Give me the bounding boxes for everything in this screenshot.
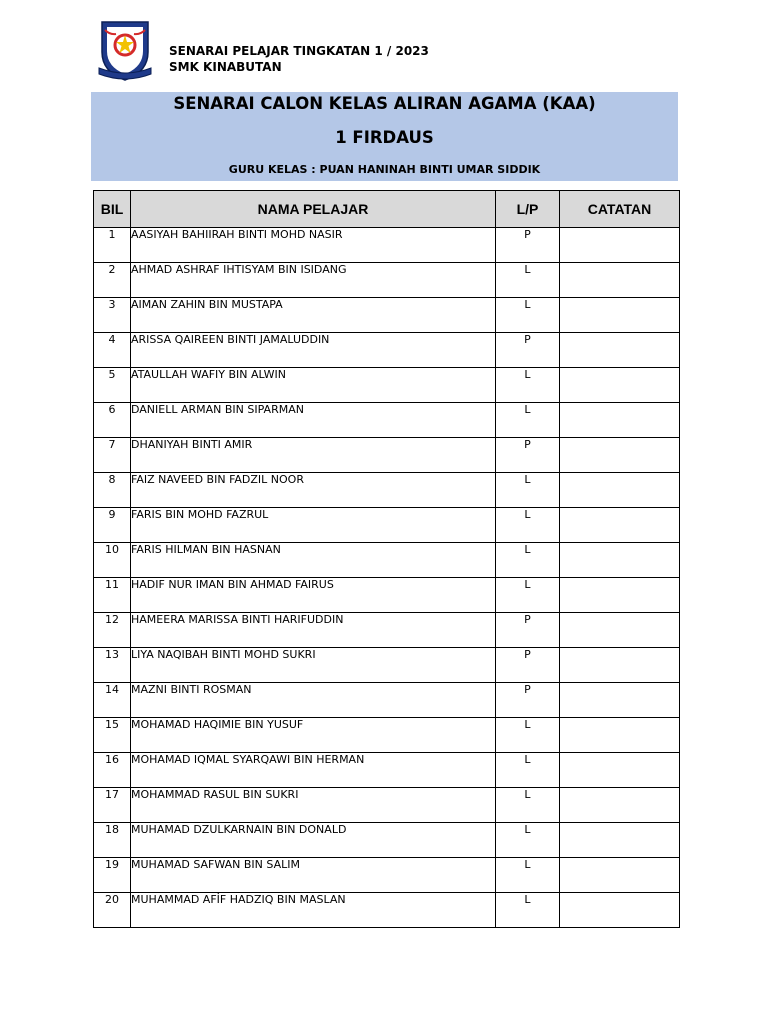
school-header xyxy=(169,43,429,75)
row-number: 14 xyxy=(94,683,131,718)
student-notes xyxy=(560,508,680,543)
student-gender: L xyxy=(496,473,560,508)
table-row xyxy=(94,613,680,648)
student-gender: P xyxy=(496,438,560,473)
school-crest-icon xyxy=(96,18,154,84)
student-notes xyxy=(560,473,680,508)
row-number: 6 xyxy=(94,403,131,438)
student-gender: P xyxy=(496,683,560,718)
student-name: HADIF NUR IMAN BIN AHMAD FAIRUS xyxy=(131,578,496,613)
row-number: 9 xyxy=(94,508,131,543)
table-row xyxy=(94,788,680,823)
title-band xyxy=(91,92,678,181)
student-gender: P xyxy=(496,648,560,683)
student-name: MOHAMAD IQMAL SYARQAWI BIN HERMAN xyxy=(131,753,496,788)
table-row xyxy=(94,473,680,508)
row-number: 16 xyxy=(94,753,131,788)
column-header-lp: L/P xyxy=(496,191,560,228)
table-row xyxy=(94,263,680,298)
student-name: HAMEERA MARISSA BINTI HARIFUDDIN xyxy=(131,613,496,648)
row-number: 19 xyxy=(94,858,131,893)
table-row xyxy=(94,648,680,683)
table-row xyxy=(94,228,680,263)
student-name: AHMAD ASHRAF IHTISYAM BIN ISIDANG xyxy=(131,263,496,298)
student-name: FAIZ NAVEED BIN FADZIL NOOR xyxy=(131,473,496,508)
student-notes xyxy=(560,263,680,298)
row-number: 5 xyxy=(94,368,131,403)
table-row xyxy=(94,578,680,613)
row-number: 17 xyxy=(94,788,131,823)
student-gender: L xyxy=(496,298,560,333)
student-table xyxy=(93,190,680,928)
student-notes xyxy=(560,333,680,368)
row-number: 13 xyxy=(94,648,131,683)
student-name: MOHAMAD HAQIMIE BIN YUSUF xyxy=(131,718,496,753)
student-gender: L xyxy=(496,788,560,823)
column-header-notes: CATATAN xyxy=(560,191,680,228)
student-gender: P xyxy=(496,333,560,368)
row-number: 10 xyxy=(94,543,131,578)
row-number: 3 xyxy=(94,298,131,333)
student-gender: L xyxy=(496,543,560,578)
table-row xyxy=(94,333,680,368)
student-name: MUHAMAD SAFWAN BIN SALIM xyxy=(131,858,496,893)
document-heading: SENARAI PELAJAR TINGKATAN 1 / 2023 xyxy=(169,44,429,58)
student-name: ARISSA QAIREEN BINTI JAMALUDDIN xyxy=(131,333,496,368)
table-row xyxy=(94,543,680,578)
student-notes xyxy=(560,718,680,753)
table-row xyxy=(94,753,680,788)
student-name: FARIS HILMAN BIN HASNAN xyxy=(131,543,496,578)
class-teacher: GURU KELAS : PUAN HANINAH BINTI UMAR SIDDIK xyxy=(228,163,541,176)
student-name: DHANIYAH BINTI AMIR xyxy=(131,438,496,473)
student-gender: L xyxy=(496,403,560,438)
row-number: 18 xyxy=(94,823,131,858)
student-name: MUHAMAD DZULKARNAIN BIN DONALD xyxy=(131,823,496,858)
table-row xyxy=(94,858,680,893)
student-gender: L xyxy=(496,823,560,858)
table-row xyxy=(94,893,680,928)
student-notes xyxy=(560,403,680,438)
student-name: DANIELL ARMAN BIN SIPARMAN xyxy=(131,403,496,438)
student-gender: L xyxy=(496,753,560,788)
row-number: 8 xyxy=(94,473,131,508)
student-notes xyxy=(560,893,680,928)
table-body xyxy=(94,228,680,928)
student-gender: P xyxy=(496,613,560,648)
row-number: 15 xyxy=(94,718,131,753)
table-row xyxy=(94,823,680,858)
row-number: 4 xyxy=(94,333,131,368)
student-name: ATAULLAH WAFIY BIN ALWIN xyxy=(131,368,496,403)
table-row xyxy=(94,438,680,473)
student-notes xyxy=(560,368,680,403)
row-number: 12 xyxy=(94,613,131,648)
row-number: 11 xyxy=(94,578,131,613)
table-row xyxy=(94,718,680,753)
student-notes xyxy=(560,438,680,473)
student-gender: L xyxy=(496,263,560,298)
student-gender: L xyxy=(496,578,560,613)
student-notes xyxy=(560,613,680,648)
student-notes xyxy=(560,788,680,823)
row-number: 7 xyxy=(94,438,131,473)
student-gender: L xyxy=(496,508,560,543)
student-notes xyxy=(560,858,680,893)
table-row xyxy=(94,403,680,438)
school-name: SMK KINABUTAN xyxy=(169,60,282,74)
row-number: 20 xyxy=(94,893,131,928)
student-name: AASIYAH BAHIIRAH BINTI MOHD NASIR xyxy=(131,228,496,263)
student-gender: L xyxy=(496,368,560,403)
column-header-name: NAMA PELAJAR xyxy=(131,191,496,228)
student-notes xyxy=(560,753,680,788)
column-header-bil: BIL xyxy=(94,191,131,228)
student-notes xyxy=(560,298,680,333)
student-gender: L xyxy=(496,858,560,893)
student-name: MUHAMMAD AFİF HADZIQ BIN MASLAN xyxy=(131,893,496,928)
student-notes xyxy=(560,578,680,613)
student-gender: P xyxy=(496,228,560,263)
list-title: SENARAI CALON KELAS ALIRAN AGAMA (KAA) xyxy=(173,94,596,113)
student-name: MAZNI BINTI ROSMAN xyxy=(131,683,496,718)
student-name: AIMAN ZAHIN BIN MUSTAPA xyxy=(131,298,496,333)
student-gender: L xyxy=(496,893,560,928)
student-gender: L xyxy=(496,718,560,753)
table-row xyxy=(94,683,680,718)
table-row xyxy=(94,298,680,333)
table-row xyxy=(94,368,680,403)
row-number: 2 xyxy=(94,263,131,298)
table-row xyxy=(94,508,680,543)
table-header-row xyxy=(94,191,680,228)
student-notes xyxy=(560,823,680,858)
student-name: FARIS BIN MOHD FAZRUL xyxy=(131,508,496,543)
student-notes xyxy=(560,648,680,683)
student-name: LIYA NAQIBAH BINTI MOHD SUKRI xyxy=(131,648,496,683)
student-notes xyxy=(560,543,680,578)
student-notes xyxy=(560,228,680,263)
student-notes xyxy=(560,683,680,718)
student-name: MOHAMMAD RASUL BIN SUKRI xyxy=(131,788,496,823)
class-name: 1 FIRDAUS xyxy=(335,128,434,147)
row-number: 1 xyxy=(94,228,131,263)
